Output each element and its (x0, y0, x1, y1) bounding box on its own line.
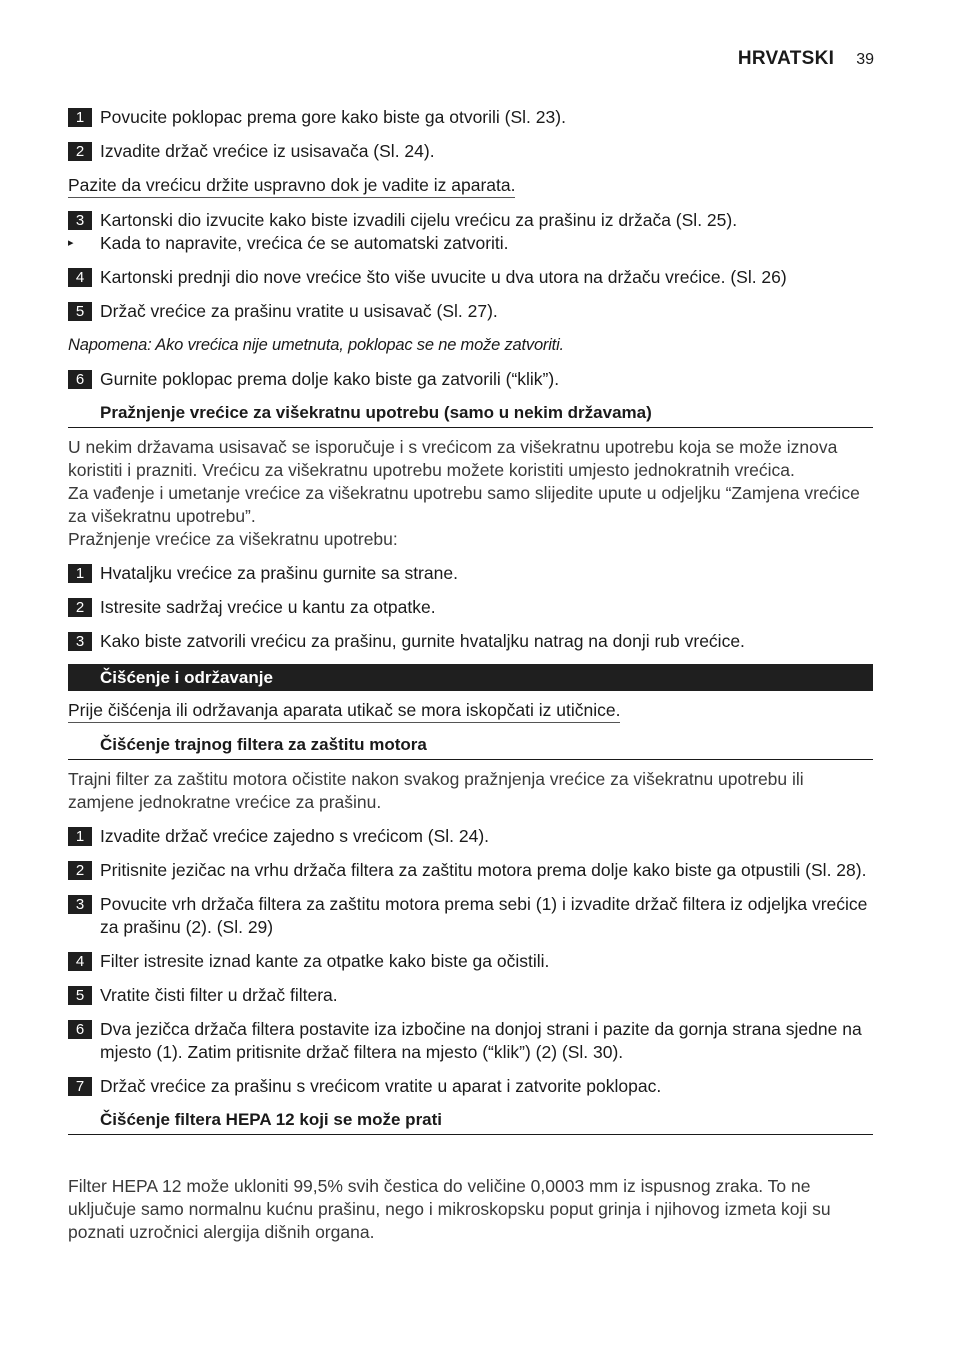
step-text: Pritisnite jezičac na vrhu držača filtera za zaštitu motora prema dolje kako biste ga otpustili (Sl. 28). (100, 860, 867, 880)
step-text: Držač vrećice za prašinu vratite u usisavač (Sl. 27). (100, 301, 498, 321)
step-number: 6 (68, 1020, 92, 1039)
step-text: Hvataljku vrećice za prašinu gurnite sa strane. (100, 563, 458, 583)
note-text: Napomena: Ako vrećica nije umetnuta, poklopac se ne može zatvoriti. (68, 336, 564, 354)
step-item (68, 950, 873, 973)
main-content (68, 106, 873, 1143)
step-text: Povucite vrh držača filtera za zaštitu motora prema sebi (1) i izvadite držač filtera iz odjeljka vrećice za prašinu (2). (Sl. 29) (100, 894, 868, 937)
step-number: 2 (68, 142, 92, 161)
subsection-heading: Čišćenje filtera HEPA 12 koji se može prati (68, 1109, 873, 1135)
step-item (68, 368, 873, 391)
step-item (68, 630, 873, 653)
page-number: 39 (856, 51, 874, 68)
step-text: Izvadite držač vrećice iz usisavača (Sl. 24). (100, 141, 435, 161)
warning-text: Pazite da vrećicu držite uspravno dok je vadite iz aparata. (68, 174, 515, 198)
step-text: Kartonski dio izvucite kako biste izvadili cijelu vrećicu za prašinu iz držača (Sl. 25). (100, 210, 738, 230)
step-text: Izvadite držač vrećice zajedno s vrećicom (Sl. 24). (100, 826, 490, 846)
step-item (68, 1075, 873, 1098)
step-item (68, 266, 873, 289)
step-number: 3 (68, 211, 92, 230)
subsection-heading: Čišćenje trajnog filtera za zaštitu motora (68, 734, 873, 760)
step-item (68, 825, 873, 848)
warning-text: Prije čišćenja ili održavanja aparata utikač se mora iskopčati iz utičnice. (68, 699, 620, 723)
step-number: 5 (68, 986, 92, 1005)
step-text: Filter istresite iznad kante za otpatke kako biste ga očistili. (100, 951, 550, 971)
step-text: Istresite sadržaj vrećice u kantu za otpatke. (100, 597, 436, 617)
subsection-heading: Pražnjenje vrećice za višekratnu upotrebu (samo u nekim državama) (68, 402, 873, 428)
paragraph-line: U nekim državama usisavač se isporučuje i s vrećicom za višekratnu upotrebu koja se može iznova koristiti i prazniti. Vrećicu za višekratnu upotrebu možete koristiti umjesto jednokratnih vrećica. (68, 437, 838, 480)
step-number: 3 (68, 632, 92, 651)
step-number: 6 (68, 370, 92, 389)
step-number: 1 (68, 827, 92, 846)
step-text: Vratite čisti filter u držač filtera. (100, 985, 338, 1005)
step-item (68, 140, 873, 163)
step-number: 5 (68, 302, 92, 321)
step-item (68, 859, 873, 882)
step-number: 2 (68, 598, 92, 617)
step-number: 1 (68, 564, 92, 583)
step-item (68, 984, 873, 1007)
language-label: HRVATSKI (737, 48, 835, 69)
step-item (68, 562, 873, 585)
step-number: 3 (68, 895, 92, 914)
step-number: 7 (68, 1077, 92, 1096)
step-number: 1 (68, 108, 92, 127)
paragraph (68, 436, 873, 551)
section-heading: Čišćenje i održavanje (68, 664, 873, 691)
step-item (68, 300, 873, 323)
step-item (68, 106, 873, 129)
step-number: 4 (68, 268, 92, 287)
paragraph: Filter HEPA 12 može ukloniti 99,5% svih čestica do veličine 0,0003 mm iz ispusnog zraka. To ne uključuje samo normalnu kućnu prašinu, nego i mikroskopsku poput grinja i njihovog izmeta koji su poznati uzročnici alergija dišnih organa. (68, 1176, 831, 1242)
page-header (738, 48, 874, 70)
step-text: Držač vrećice za prašinu s vrećicom vratite u aparat i zatvorite poklopac. (100, 1076, 662, 1096)
step-item (68, 209, 873, 232)
step-text: Dva jezičca držača filtera postavite iza izbočine na donjoj strani i pazite da gornja strana sjedne na mjesto (1). Zatim pritisnite držač filtera na mjesto (“klik”) (2) (Sl. 30). (100, 1019, 862, 1062)
step-text: Povucite poklopac prema gore kako biste ga otvorili (Sl. 23). (100, 107, 566, 127)
step-text: Kartonski prednji dio nove vrećice što više uvucite u dva utora na držaču vrećice. (Sl. 26) (100, 267, 787, 287)
bullet-text: Kada to napravite, vrećica će se automatski zatvoriti. (100, 233, 509, 253)
result-bullet (68, 232, 873, 255)
step-text: Kako biste zatvorili vrećicu za prašinu, gurnite hvataljku natrag na donji rub vrećice. (100, 631, 745, 651)
step-number: 2 (68, 861, 92, 880)
step-number: 4 (68, 952, 92, 971)
paragraph: Trajni filter za zaštitu motora očistite nakon svakog pražnjenja vrećice za višekratnu upotrebu ili zamjene jednokratne vrećice za prašinu. (68, 769, 804, 812)
triangle-bullet-icon: ▸ (68, 237, 74, 249)
step-item (68, 1018, 873, 1064)
step-item (68, 893, 873, 939)
paragraph-line: Za vađenje i umetanje vrećice za višekratnu upotrebu samo slijedite upute u odjeljku “Zamjena vrećice za višekratnu upotrebu”. (68, 483, 860, 526)
paragraph-line: Pražnjenje vrećice za višekratnu upotrebu: (68, 529, 398, 549)
step-text: Gurnite poklopac prema dolje kako biste ga zatvorili (“klik”). (100, 369, 560, 389)
step-item (68, 596, 873, 619)
